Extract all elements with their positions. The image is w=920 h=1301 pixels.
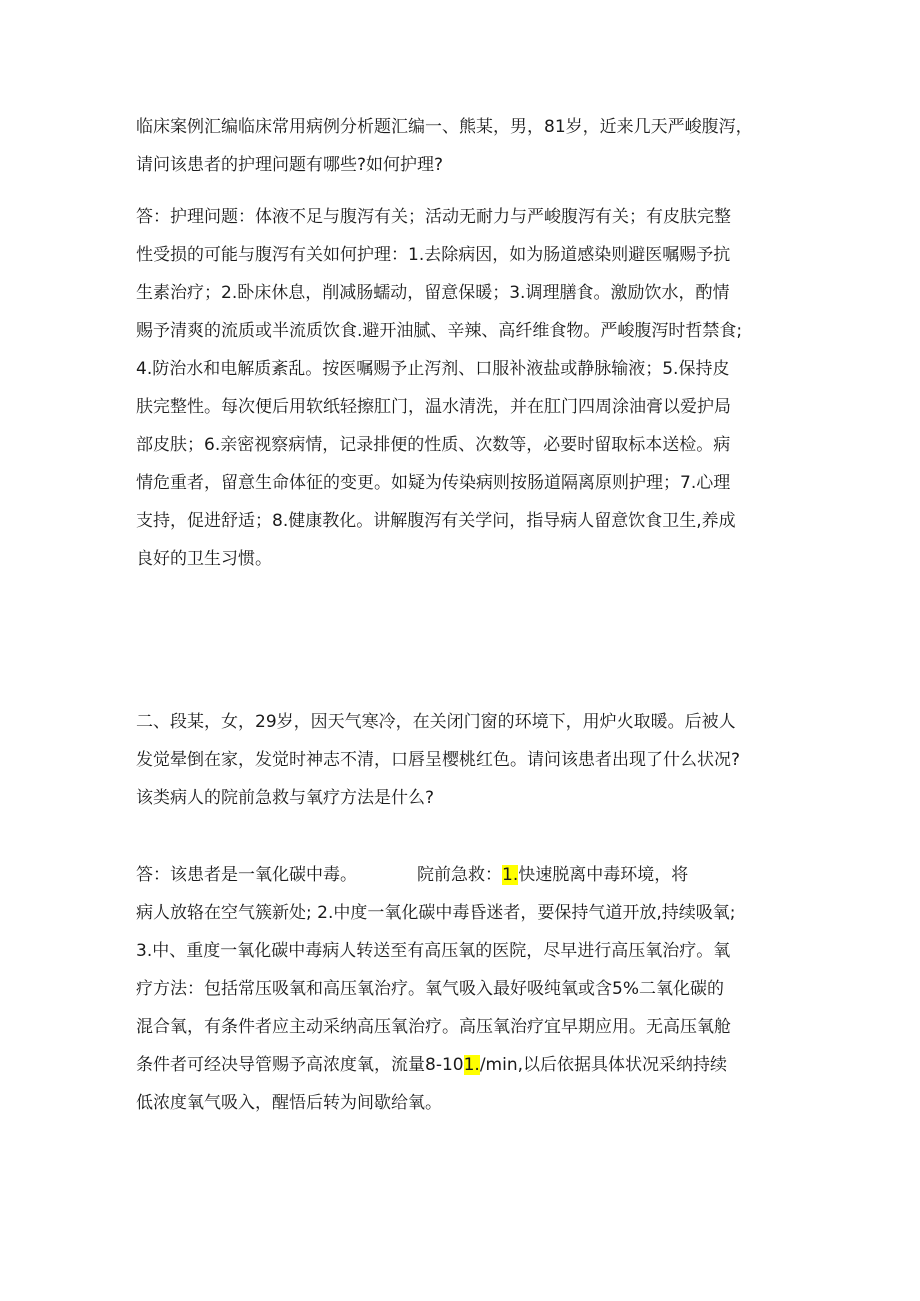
text-line: 临床案例汇编临床常用病例分析题汇编一、熊某，男，81岁，近来几天严峻腹泻， bbox=[136, 117, 753, 137]
text-line: 生素治疗；2.卧床休息，削减肠蠕动，留意保暖；3.调理膳食。激励饮水，酌情 bbox=[136, 283, 730, 303]
text-line: 性受损的可能与腹泻有关如何护理：1.去除病因，如为肠道感染则避医嘱赐予抗 bbox=[136, 245, 731, 265]
text-line: 良好的卫生习惯。 bbox=[136, 549, 272, 569]
text-line: 情危重者，留意生命体征的变更。如疑为传染病则按肠道隔离原则护理；7.心理 bbox=[136, 473, 731, 493]
case1-question bbox=[136, 108, 786, 184]
text-line: 支持，促进舒适；8.健康教化。讲解腹泻有关学问，指导病人留意饮食卫生,养成 bbox=[136, 511, 736, 531]
text-line bbox=[136, 856, 786, 894]
case1-answer bbox=[136, 198, 786, 578]
diagnosis-text: 答：该患者是一氧化碳中毒。 bbox=[136, 865, 357, 885]
text-line: 请问该患者的护理问题有哪些?如何护理? bbox=[136, 155, 444, 175]
case2-question bbox=[136, 703, 786, 817]
highlighted-text: 1. bbox=[463, 1055, 480, 1075]
text-line: 肤完整性。每次便后用软纸轻擦肛门，温水清洗，并在肛门四周涂油膏以爱护局 bbox=[136, 397, 731, 417]
text-line: 二、段某，女，29岁，因天气寒冷，在关闭门窗的环境下，用炉火取暖。后被人 bbox=[136, 712, 736, 732]
flow-rate-text-cont: /min,以后依据具体状况采纳持续 bbox=[479, 1055, 728, 1075]
text-line: 部皮肤；6.亲密视察病情，记录排便的性质、次数等，必要时留取标本送检。病 bbox=[136, 435, 731, 455]
flow-rate-text: 条件者可经决导管赐予高浓度氧，流量8-10 bbox=[136, 1055, 464, 1075]
text-line: 低浓度氧气吸入，醒悟后转为间歇给氧。 bbox=[136, 1093, 442, 1113]
text-line: 赐予清爽的流质或半流质饮食.避开油腻、辛辣、高纤维食物。严峻腹泻时哲禁食; bbox=[136, 321, 743, 341]
text-line: 4.防治水和电解质紊乱。按医嘱赐予止泻剂、口服补液盐或静脉输液；5.保持皮 bbox=[136, 359, 730, 379]
text-line: 混合氧，有条件者应主动采纳高压氧治疗。高压氧治疗宜早期应用。无高压氧舱 bbox=[136, 1017, 731, 1037]
highlighted-text: 1. bbox=[502, 865, 519, 885]
first-aid-label: 院前急救： bbox=[417, 865, 502, 885]
text-line: 发觉晕倒在家，发觉时神志不清，口唇呈樱桃红色。请问该患者出现了什么状况? bbox=[136, 750, 741, 770]
text-line bbox=[136, 1046, 786, 1084]
text-line: 该类病人的院前急救与氧疗方法是什么? bbox=[136, 788, 435, 808]
case2-answer bbox=[136, 856, 786, 1122]
first-aid-text: 快速脱离中毒环境，将 bbox=[518, 865, 689, 885]
text-line: 疗方法：包括常压吸氧和高压氧治疗。氧气吸入最好吸纯氧或含5%二氧化碳的 bbox=[136, 979, 724, 999]
text-line: 3.中、重度一氧化碳中毒病人转送至有高压氧的医院，尽早进行高压氧治疗。氧 bbox=[136, 941, 731, 961]
text-line: 病人放辂在空气簇新处; 2.中度一氧化碳中毒昏迷者，要保持气道开放,持续吸氧; bbox=[136, 903, 736, 923]
text-line: 答：护理问题：体液不足与腹泻有关；活动无耐力与严峻腹泻有关；有皮肤完整 bbox=[136, 207, 731, 227]
